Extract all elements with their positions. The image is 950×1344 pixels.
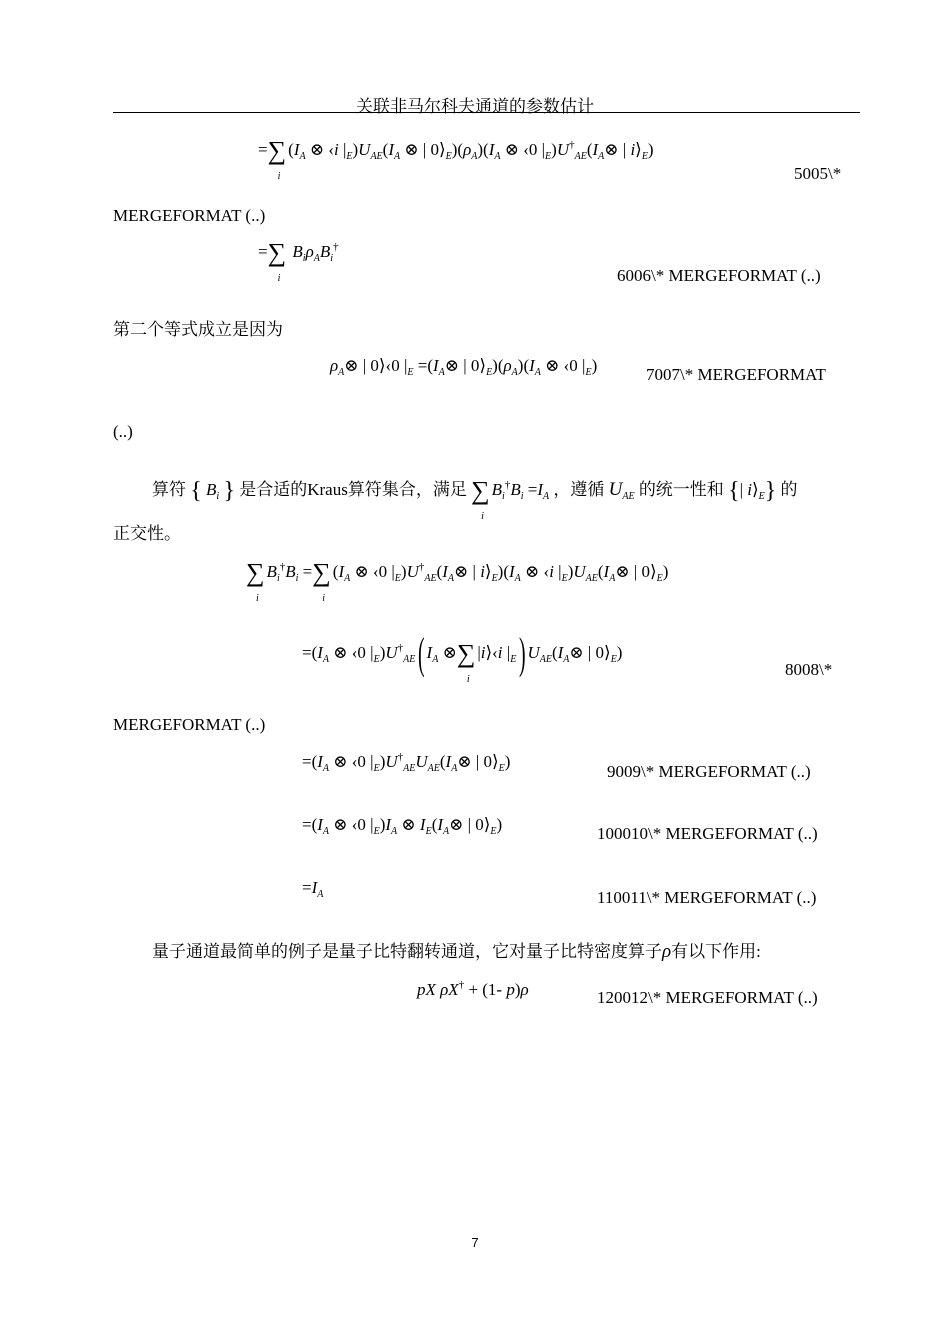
page-header-title: 关联非马尔科夫通道的参数估计 [356,97,594,116]
equation-5: =∑ i ($I_A$ ⊗ ‹i $|_E)U_{AE}(I_A$ ⊗ | $0⟩_E)(\rho_A)(I_A$ ⊗ ‹0 $|_E)U^\dagger_{AE}(I_A\otimes$ | $i⟩_E$) [258,136,654,182]
equation-11: $=I_A$ [302,878,324,900]
equation-7: $\rho_A\otimes$ | 0⟩‹0 $|_E$ $=(I_A\otimes$ | $0⟩_E)(\rho_A)(I_A$ ⊗ ‹0 $|_E$) [330,356,598,378]
paragraph-kraus-1 [152,476,798,522]
paragraph-kraus-text-d: 的统一性和 [638,480,724,499]
equation-label-8: 8008\* [785,660,833,679]
equation-6: =∑ i $B_i\rho_AB_i^\dagger$ [258,238,339,284]
kraus-set-math: { $B_i$ } [190,478,235,504]
paragraph-kraus-2: 正交性。 [113,524,181,543]
equation-label-7-continued: (..) [113,422,133,441]
paragraph-kraus-text-e: 的 [780,480,798,499]
paragraph-kraus-text-b: 是合适的Kraus算符集合，满足 [239,480,467,499]
equation-label-5: 5005\* [794,164,842,183]
paragraph-bitflip-text-a: 量子通道最简单的例子是量子比特翻转通道，它对量子比特密度算子 [152,942,662,961]
equation-8-line-2: $=(I_A$ ⊗ ‹0 $|_E)U^\dagger_{AE}$ ( $I_A$ ⊗∑ i |i⟩‹i $|_E$ ) $U_{AE}(I_A\otimes$ | $0⟩_E$) [302,629,623,685]
equation-label-9: 9009\* MERGEFORMAT (..) [607,762,811,781]
basis-math: {| $i⟩_E$} [728,478,777,504]
equation-9: $=(I_A$ ⊗ ‹0 $|_E)U^\dagger_{AE}U_{AE}(I_A\otimes$ | $0⟩_E$) [302,751,511,774]
equation-label-6: 6006\* MERGEFORMAT (..) [617,266,821,285]
equation-label-10: 100010\* MERGEFORMAT (..) [597,824,818,843]
header-rule [113,112,860,113]
equation-12: pX ρX† + (1- p)ρ [417,979,529,999]
equation-label-7: 7007\* MERGEFORMAT [646,365,826,384]
paragraph-because: 第二个等式成立是因为 [113,320,283,339]
paragraph-kraus-text-c: ，遵循 [553,480,605,499]
paragraph-kraus-text-a: 算符 [152,480,186,499]
equation-10: $=(I_A$ ⊗ ‹0 $|_E)I_A$ ⊗ $I_E(I_A\otimes$ | $0⟩_E$) [302,815,503,837]
paragraph-bitflip-text-b: 有以下作用: [671,942,761,961]
page-number: 7 [471,1235,479,1250]
equation-8-line-1: ∑ i $B_i^\dagger B_i$ =∑ i ($I_A$ ⊗ ‹0 $|_E)U^\dagger_{AE}(I_A\otimes$ | $i⟩_E)(I_A$ ⊗ ‹i $|_E)U_{AE}(I_A\otimes$ | $0⟩_E$) [246,558,669,604]
equation-label-8-continued: MERGEFORMAT (..) [113,715,266,734]
equation-label-12: 120012\* MERGEFORMAT (..) [597,988,818,1007]
equation-label-5-continued: MERGEFORMAT (..) [113,206,266,225]
rho-math: ρ [662,941,672,962]
paragraph-bitflip [152,942,761,962]
equation-label-11: 110011\* MERGEFORMAT (..) [597,888,817,907]
unitary-math: $U_{AE}$ [608,479,635,502]
completeness-math: ∑ i $B_i^\dagger B_i =I_A$ [471,476,550,522]
